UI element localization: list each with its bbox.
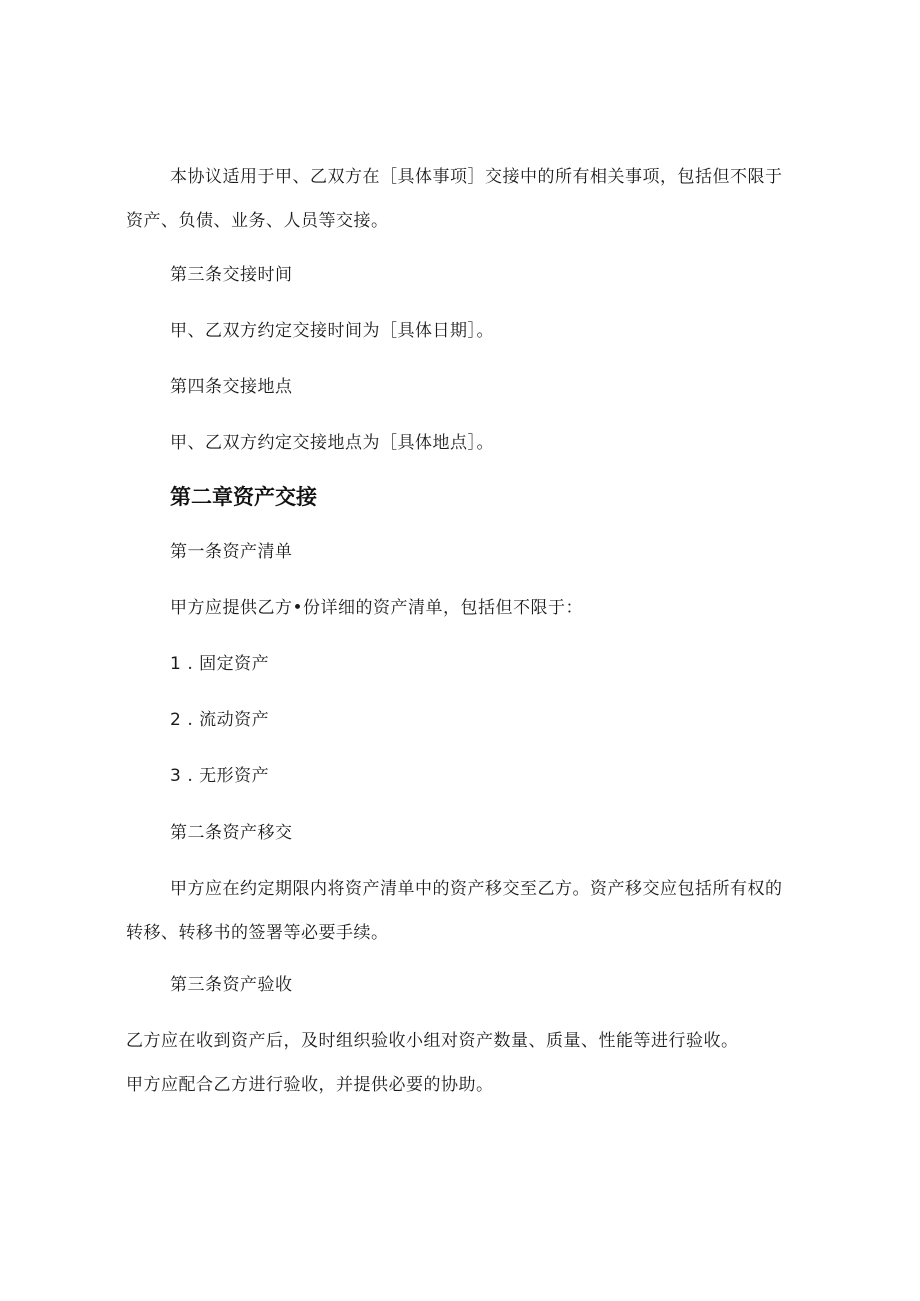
list-item-number: 3: [170, 766, 182, 786]
scope-paragraph-line-1: 本协议适用于甲、乙双方在［具体事项］交接中的所有相关事项，包括但不限于: [170, 167, 783, 187]
chapter-2-article-2-line-1: 甲方应在约定期限内将资产清单中的资产移交至乙方。资产移交应包括所有权的: [170, 879, 783, 899]
chapter-2-article-3-title: 第三条资产验收: [170, 975, 293, 995]
list-item: [170, 765, 269, 787]
list-item-number: 2: [170, 710, 182, 730]
article-3-body: 甲、乙双方约定交接时间为［具体日期］。: [170, 321, 494, 341]
list-item-text: . 流动资产: [187, 710, 270, 730]
chapter-2-article-1-title: 第一条资产清单: [170, 542, 293, 562]
article-4-title: 第四条交接地点: [170, 377, 293, 397]
article-4-body: 甲、乙双方约定交接地点为［具体地点］。: [170, 433, 494, 453]
article-3-title: 第三条交接时间: [170, 265, 293, 285]
chapter-2-article-3-line-1: 乙方应在收到资产后，及时组织验收小组对资产数量、质量、性能等进行验收。: [126, 1031, 739, 1051]
list-item-text: . 无形资产: [187, 766, 270, 786]
chapter-2-article-1-body: 甲方应提供乙方•份详细的资产清单，包括但不限于：: [170, 598, 584, 618]
list-item-text: . 固定资产: [187, 654, 270, 674]
chapter-2-heading: 第二章资产交接: [170, 485, 317, 509]
list-item-number: 1: [170, 654, 182, 674]
chapter-2-article-3-line-2: 甲方应配合乙方进行验收，并提供必要的协助。: [126, 1075, 494, 1095]
list-item: [170, 653, 269, 675]
chapter-2-article-2-line-2: 转移、转移书的签署等必要手续。: [126, 923, 389, 943]
chapter-2-article-2-title: 第二条资产移交: [170, 823, 293, 843]
list-item: [170, 709, 269, 731]
scope-paragraph-line-2: 资产、负债、业务、人员等交接。: [126, 211, 389, 231]
